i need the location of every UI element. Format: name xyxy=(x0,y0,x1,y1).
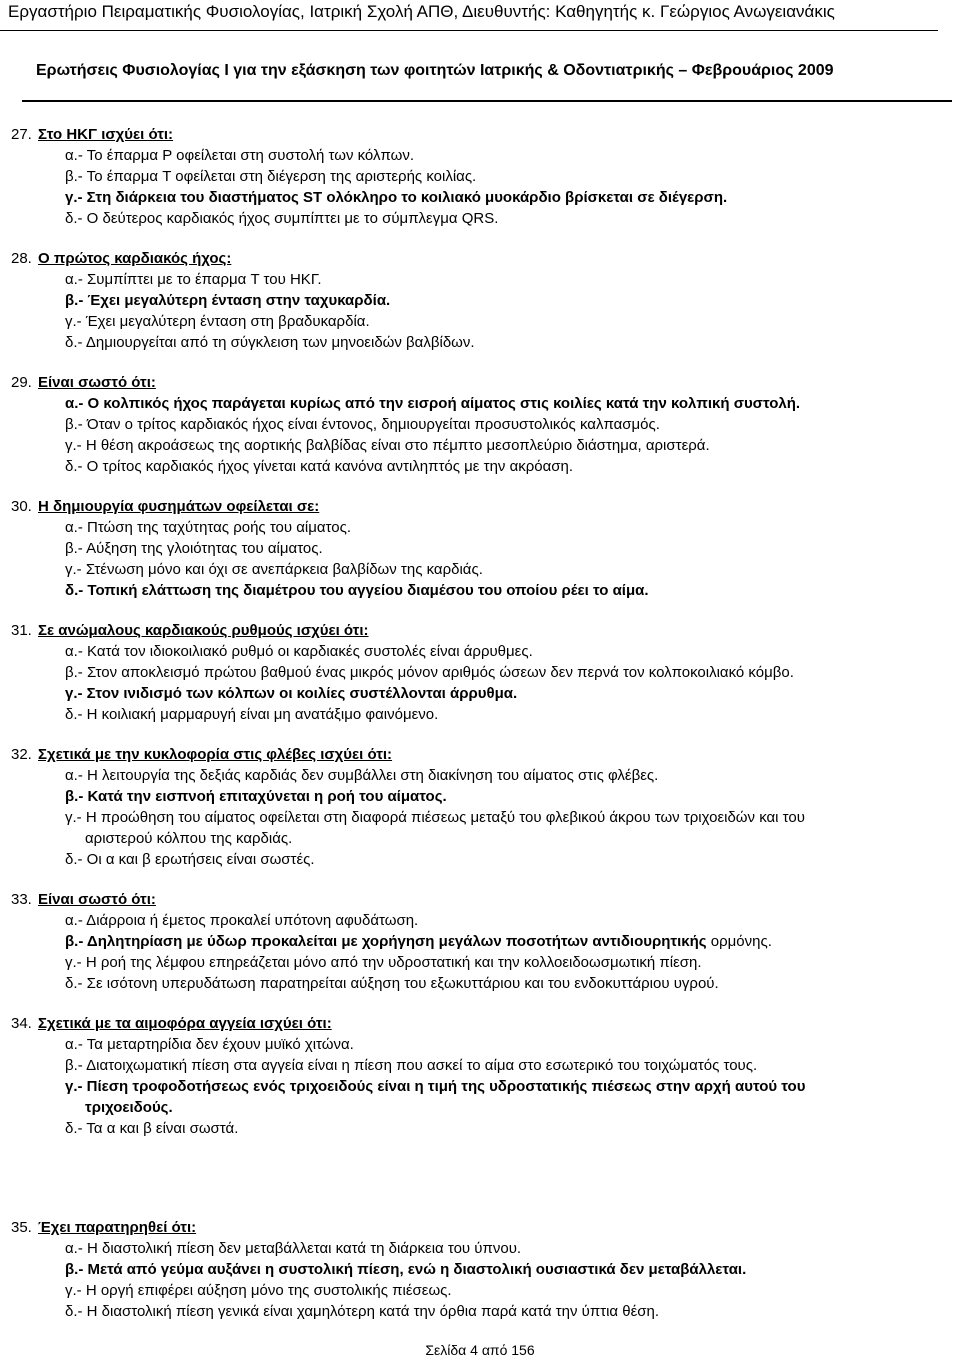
answer-option: α.- Κατά τον ιδιοκοιλιακό ρυθμό οι καρδιακές συστολές είναι άρρυθμες. xyxy=(65,643,533,660)
title-divider xyxy=(22,100,952,102)
question-list xyxy=(0,124,960,1341)
document-title: Ερωτήσεις Φυσιολογίας I για την εξάσκηση των φοιτητών Ιατρικής & Οδοντιατρικής – Φεβρουάριος 2009 xyxy=(36,62,834,79)
question-text: Η δημιουργία φυσημάτων οφείλεται σε: xyxy=(38,498,320,515)
question-heading xyxy=(0,620,960,641)
answer-option: α.- Πτώση της ταχύτητας ροής του αίματος. xyxy=(65,519,352,536)
question-text: Είναι σωστό ότι: xyxy=(38,891,156,908)
question-heading xyxy=(0,496,960,517)
answer-option: β.- Αύξηση της γλοιότητας του αίματος. xyxy=(65,540,323,557)
question-number: 31. xyxy=(11,622,32,639)
question-32 xyxy=(0,744,960,870)
answer-option: β.- Στον αποκλεισμό πρώτου βαθμού ένας μικρός μόνον αριθμός ώσεων δεν περνά τον κολποκοιλιακό κόμβο. xyxy=(65,664,794,681)
question-29 xyxy=(0,372,960,477)
answer-option: β.- Το έπαρμα T οφείλεται στη διέγερση της αριστερής κοιλίας. xyxy=(65,168,477,185)
question-28 xyxy=(0,248,960,353)
question-heading xyxy=(0,889,960,910)
answer-option-continuation: αριστερού κόλπου της καρδιάς. xyxy=(85,830,293,847)
answer-option xyxy=(0,807,960,849)
question-text: Σχετικά με την κυκλοφορία στις φλέβες ισχύει ότι: xyxy=(38,746,393,763)
answer-option: δ.- Οι α και β ερωτήσεις είναι σωστές. xyxy=(65,851,315,868)
answer-option-correct: β.- Κατά την εισπνοή επιταχύνεται η ροή του αίματος. xyxy=(65,788,447,805)
answer-option: α.- Συμπίπτει με το έπαρμα T του ΗΚΓ. xyxy=(65,271,322,288)
question-heading xyxy=(0,1217,960,1238)
answer-option: α.- Η λειτουργία της δεξιάς καρδιάς δεν συμβάλλει στη διακίνηση του αίματος στις φλέβες. xyxy=(65,767,659,784)
answer-option-correct: β.- Μετά από γεύμα αυξάνει η συστολική πίεση, ενώ η διαστολική ουσιαστικά δεν μεταβάλλεται. xyxy=(65,1261,747,1278)
question-number: 35. xyxy=(11,1219,32,1236)
question-30 xyxy=(0,496,960,601)
answer-option: δ.- Τα α και β είναι σωστά. xyxy=(65,1120,239,1137)
question-35 xyxy=(0,1217,960,1322)
answer-option: γ.- Η θέση ακροάσεως της αορτικής βαλβίδας είναι στο πέμπτο μεσοπλεύριο διάστημα, αριστερά. xyxy=(65,437,710,454)
answer-option: γ.- Η ροή της λέμφου επηρεάζεται μόνο από την υδροστατική και την κολλοειδοωσμωτική πίεση. xyxy=(65,954,702,971)
answer-option-text: γ.- Πίεση τροφοδοτήσεως ενός τριχοειδούς είναι η τιμή της υδροστατικής πιέσεως στην αρχή αυτού του xyxy=(65,1078,806,1095)
answer-option-text: γ.- Η προώθηση του αίματος οφείλεται στη διαφορά πιέσεως μεταξύ του φλεβικού άκρου των τριχοειδών και του xyxy=(65,809,805,826)
answer-option-correct: δ.- Τοπική ελάττωση της διαμέτρου του αγγείου διαμέσου του οποίου ρέει το αίμα. xyxy=(65,582,649,599)
answer-option: δ.- Η κοιλιακή μαρμαρυγή είναι μη ανατάξιμο φαινόμενο. xyxy=(65,706,439,723)
question-text: Σχετικά με τα αιμοφόρα αγγεία ισχύει ότι: xyxy=(38,1015,332,1032)
question-31 xyxy=(0,620,960,725)
answer-option: γ.- Η οργή επιφέρει αύξηση μόνο της συστολικής πιέσεως. xyxy=(65,1282,452,1299)
question-27 xyxy=(0,124,960,229)
question-text: Στο ΗΚΓ ισχύει ότι: xyxy=(38,126,174,143)
answer-option-correct xyxy=(0,1076,960,1118)
answer-option-continuation: τριχοειδούς. xyxy=(85,1099,173,1116)
question-heading xyxy=(0,248,960,269)
question-33 xyxy=(0,889,960,994)
answer-option: δ.- Η διαστολική πίεση γενικά είναι χαμηλότερη κατά την όρθια παρά κατά την ύπτια θέση. xyxy=(65,1303,660,1320)
answer-option: δ.- Δημιουργείται από τη σύγκλειση των μηνοειδών βαλβίδων. xyxy=(65,334,475,351)
question-34 xyxy=(0,1013,960,1139)
answer-option-tail: ορμόνης. xyxy=(706,933,772,950)
question-heading xyxy=(0,124,960,145)
answer-option-correct: γ.- Στη διάρκεια του διαστήματος ST ολόκληρο το κοιλιακό μυοκάρδιο βρίσκεται σε διέγερση. xyxy=(65,189,728,206)
answer-option: γ.- Στένωση μόνο και όχι σε ανεπάρκεια βαλβίδων της καρδιάς. xyxy=(65,561,483,578)
answer-option-correct: γ.- Στον ινιδισμό των κόλπων οι κοιλίες συστέλλονται άρρυθμα. xyxy=(65,685,518,702)
answer-option-correct: α.- Ο κολπικός ήχος παράγεται κυρίως από την εισροή αίματος στις κοιλίες κατά την κολπική συστολή. xyxy=(65,395,801,412)
question-text: Έχει παρατηρηθεί ότι: xyxy=(38,1219,197,1236)
answer-option: δ.- Ο δεύτερος καρδιακός ήχος συμπίπτει με το σύμπλεγμα QRS. xyxy=(65,210,499,227)
question-number: 29. xyxy=(11,374,32,391)
answer-option: β.- Όταν ο τρίτος καρδιακός ήχος είναι έντονος, δημιουργείται προσυστολικός καλπασμός. xyxy=(65,416,660,433)
question-number: 27. xyxy=(11,126,32,143)
question-heading xyxy=(0,1013,960,1034)
answer-option: γ.- Έχει μεγαλύτερη ένταση στη βραδυκαρδία. xyxy=(65,313,370,330)
answer-option: α.- Η διαστολική πίεση δεν μεταβάλλεται κατά τη διάρκεια του ύπνου. xyxy=(65,1240,522,1257)
answer-option: δ.- Ο τρίτος καρδιακός ήχος γίνεται κατά κανόνα αντιληπτός με την ακρόαση. xyxy=(65,458,574,475)
answer-option-correct xyxy=(0,931,960,952)
question-text: Ο πρώτος καρδιακός ήχος: xyxy=(38,250,232,267)
question-number: 28. xyxy=(11,250,32,267)
question-heading xyxy=(0,372,960,393)
running-header: Εργαστήριο Πειραματικής Φυσιολογίας, Ιατρική Σχολή ΑΠΘ, Διευθυντής: Καθηγητής κ. Γεώργιος Ανωγειανάκις xyxy=(0,0,960,34)
question-text: Είναι σωστό ότι: xyxy=(38,374,156,391)
answer-option: δ.- Σε ισότονη υπερυδάτωση παρατηρείται αύξηση του εξωκυττάριου και του ενδοκυττάριου υγρού. xyxy=(65,975,719,992)
answer-option-correct: β.- Έχει μεγαλύτερη ένταση στην ταχυκαρδία. xyxy=(65,292,391,309)
question-number: 32. xyxy=(11,746,32,763)
question-number: 33. xyxy=(11,891,32,908)
answer-option: β.- Διατοιχωματική πίεση στα αγγεία είναι η πίεση που ασκεί το αίμα στο εσωτερικό του τοιχώματός τους. xyxy=(65,1057,758,1074)
page-number: Σελίδα 4 από 156 xyxy=(425,1342,535,1358)
question-number: 34. xyxy=(11,1015,32,1032)
answer-option-text: β.- Δηλητηρίαση με ύδωρ προκαλείται με χορήγηση μεγάλων ποσοτήτων αντιδιουρητικής xyxy=(65,933,707,950)
question-heading xyxy=(0,744,960,765)
question-text: Σε ανώμαλους καρδιακούς ρυθμούς ισχύει ότι: xyxy=(38,622,369,639)
answer-option: α.- Τα μεταρτηρίδια δεν έχουν μυϊκό χιτώνα. xyxy=(65,1036,354,1053)
question-number: 30. xyxy=(11,498,32,515)
answer-option: α.- Διάρροια ή έμετος προκαλεί υπότονη αφυδάτωση. xyxy=(65,912,419,929)
answer-option: α.- Το έπαρμα P οφείλεται στη συστολή των κόλπων. xyxy=(65,147,414,164)
